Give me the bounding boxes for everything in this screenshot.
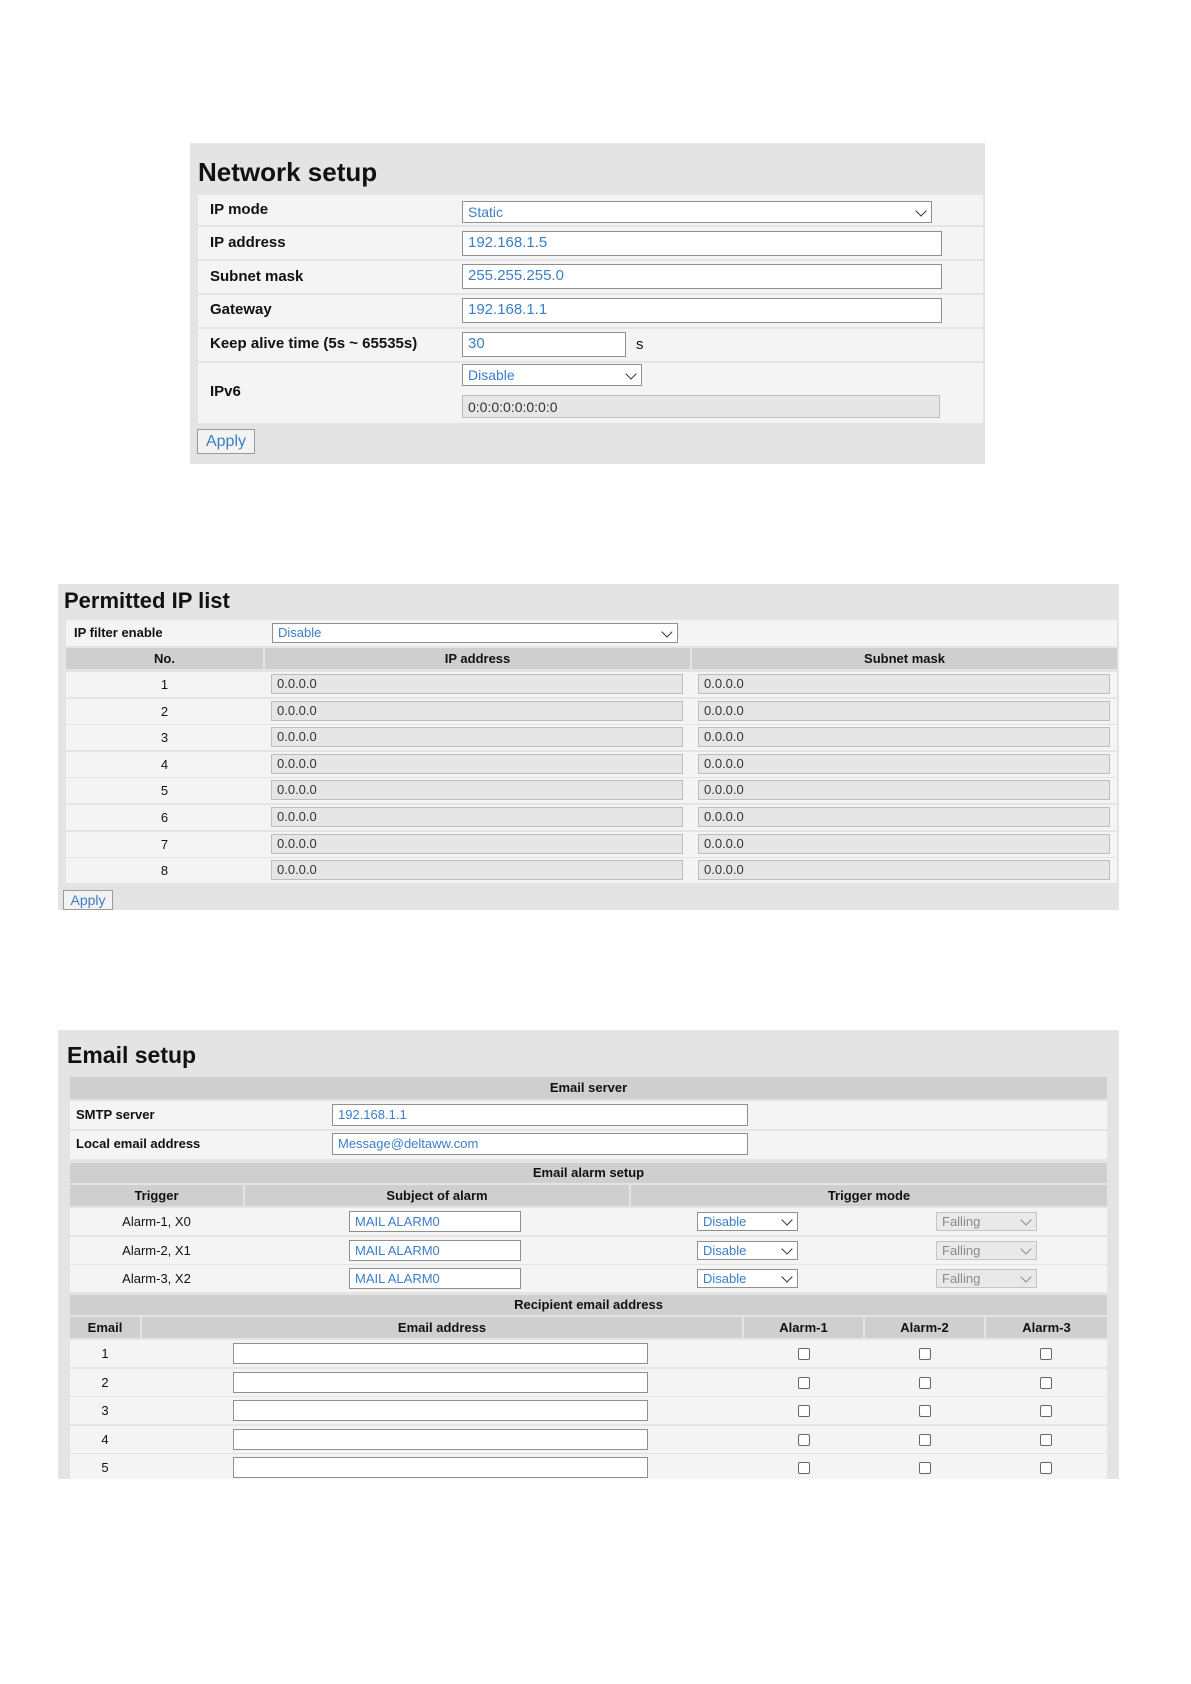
permitted-ip-title: Permitted IP list <box>64 588 230 613</box>
col-header-subject: Subject of alarm <box>245 1185 629 1206</box>
subnet-mask-field: 0.0.0.0 <box>698 807 1110 827</box>
ip-address-input[interactable]: 192.168.1.5 <box>462 231 942 256</box>
chevron-down-icon <box>781 1243 792 1254</box>
row-number: 3 <box>160 730 169 746</box>
recipient-email-input[interactable] <box>233 1372 648 1393</box>
alarm-3-checkbox[interactable] <box>1040 1405 1052 1417</box>
network-apply-button[interactable]: Apply <box>197 429 255 454</box>
subnet-mask-field: 0.0.0.0 <box>698 780 1110 800</box>
ip-address-field: 0.0.0.0 <box>271 807 683 827</box>
alarm-edge-select <box>936 1241 1037 1260</box>
recipient-email-input[interactable] <box>233 1343 648 1364</box>
network-setup-title: Network setup <box>198 157 378 187</box>
alarm-trigger: Alarm-2, X1 <box>122 1242 191 1258</box>
alarm-trigger: Alarm-1, X0 <box>122 1214 191 1229</box>
alarm-2-checkbox[interactable] <box>919 1405 931 1417</box>
chevron-down-icon <box>1020 1243 1031 1254</box>
ip-mode-select[interactable] <box>462 201 932 223</box>
alarm-edge-value: Falling <box>942 1242 981 1258</box>
ip-address-field: 0.0.0.0 <box>271 754 683 774</box>
subnet-mask-field: 0.0.0.0 <box>698 754 1110 774</box>
recipient-number: 3 <box>101 1403 109 1419</box>
alarm-edge-value: Falling <box>942 1271 981 1287</box>
ip-address-field: 0.0.0.0 <box>271 727 683 747</box>
col-header-trigger-mode: Trigger mode <box>631 1185 1107 1206</box>
chevron-down-icon <box>915 205 926 216</box>
chevron-down-icon <box>781 1214 792 1225</box>
alarm-subject-input[interactable]: MAIL ALARM0 <box>349 1240 521 1261</box>
recipient-email-input[interactable] <box>233 1429 648 1450</box>
col-header-alarm1: Alarm-1 <box>744 1317 863 1338</box>
keepalive-unit: s <box>636 336 644 353</box>
ip-mode-value: Static <box>468 204 504 220</box>
row-number: 5 <box>160 783 169 799</box>
alarm-subject-input[interactable]: MAIL ALARM0 <box>349 1211 521 1232</box>
alarm-2-checkbox[interactable] <box>919 1434 931 1446</box>
alarm-3-checkbox[interactable] <box>1040 1434 1052 1446</box>
ip-address-field: 0.0.0.0 <box>271 701 683 721</box>
local-email-input[interactable]: Message@deltaww.com <box>332 1133 748 1155</box>
alarm-2-checkbox[interactable] <box>919 1377 931 1389</box>
permitted-ip-panel <box>58 584 1119 910</box>
smtp-label: SMTP server <box>76 1107 155 1122</box>
ip-filter-value: Disable <box>278 625 322 640</box>
chevron-down-icon <box>1020 1272 1031 1283</box>
ip-address-field: 0.0.0.0 <box>271 860 683 880</box>
row-number: 2 <box>160 703 169 719</box>
col-header-trigger: Trigger <box>70 1185 243 1206</box>
ip-address-field: 0.0.0.0 <box>271 780 683 800</box>
ipv6-address-field: 0:0:0:0:0:0:0:0 <box>462 395 940 418</box>
alarm-1-checkbox[interactable] <box>798 1348 810 1360</box>
alarm-1-checkbox[interactable] <box>798 1377 810 1389</box>
gateway-label: Gateway <box>210 301 272 318</box>
alarm-edge-select <box>936 1212 1037 1231</box>
alarm-3-checkbox[interactable] <box>1040 1462 1052 1474</box>
ip-filter-select[interactable] <box>272 623 678 643</box>
chevron-down-icon <box>661 626 672 637</box>
alarm-edge-select <box>936 1269 1037 1288</box>
alarm-3-checkbox[interactable] <box>1040 1348 1052 1360</box>
email-alarm-header: Email alarm setup <box>70 1163 1107 1183</box>
row-number: 6 <box>160 810 169 825</box>
network-setup-panel <box>190 143 985 464</box>
col-header-ip: IP address <box>265 648 690 669</box>
alarm-2-checkbox[interactable] <box>919 1462 931 1474</box>
keepalive-label: Keep alive time (5s ~ 65535s) <box>210 335 418 352</box>
alarm-mode-select[interactable] <box>697 1241 798 1260</box>
gateway-input[interactable]: 192.168.1.1 <box>462 298 942 323</box>
recipient-email-input[interactable] <box>233 1400 648 1421</box>
subnet-mask-field: 0.0.0.0 <box>698 860 1110 880</box>
subnet-mask-field: 0.0.0.0 <box>698 834 1110 854</box>
col-header-mask: Subnet mask <box>692 648 1117 669</box>
alarm-mode-value: Disable <box>703 1242 747 1258</box>
email-server-header: Email server <box>70 1077 1107 1099</box>
ip-mode-label: IP mode <box>210 201 269 218</box>
col-header-email: Email <box>70 1317 140 1338</box>
ipv6-mode-value: Disable <box>468 367 515 383</box>
email-setup-panel <box>58 1030 1119 1479</box>
subnet-mask-field: 0.0.0.0 <box>698 727 1110 747</box>
alarm-3-checkbox[interactable] <box>1040 1377 1052 1389</box>
recipient-number: 5 <box>101 1460 109 1476</box>
col-header-no: No. <box>66 648 263 669</box>
chevron-down-icon <box>625 368 636 379</box>
ip-address-label: IP address <box>210 234 286 251</box>
smtp-input[interactable]: 192.168.1.1 <box>332 1104 748 1126</box>
ip-address-field: 0.0.0.0 <box>271 834 683 854</box>
col-header-email-address: Email address <box>142 1317 742 1338</box>
alarm-mode-select[interactable] <box>697 1269 798 1288</box>
alarm-edge-value: Falling <box>942 1214 981 1229</box>
ip-address-field: 0.0.0.0 <box>271 674 683 694</box>
row-number: 8 <box>160 863 169 879</box>
subnet-mask-field: 0.0.0.0 <box>698 674 1110 694</box>
alarm-1-checkbox[interactable] <box>798 1462 810 1474</box>
recipient-number: 1 <box>101 1346 109 1361</box>
ipv6-label: IPv6 <box>210 383 241 400</box>
email-setup-title: Email setup <box>67 1042 197 1068</box>
recipient-number: 2 <box>101 1374 109 1390</box>
alarm-1-checkbox[interactable] <box>798 1405 810 1417</box>
keepalive-input[interactable]: 30 <box>462 332 626 357</box>
permitted-apply-button[interactable]: Apply <box>63 890 113 910</box>
subnet-input[interactable]: 255.255.255.0 <box>462 264 942 289</box>
ip-filter-label: IP filter enable <box>74 625 163 640</box>
col-header-alarm2: Alarm-2 <box>865 1317 984 1338</box>
chevron-down-icon <box>1020 1214 1031 1225</box>
row-number: 7 <box>160 836 169 852</box>
chevron-down-icon <box>781 1272 792 1283</box>
alarm-mode-value: Disable <box>703 1271 747 1287</box>
col-header-alarm3: Alarm-3 <box>986 1317 1107 1338</box>
alarm-trigger: Alarm-3, X2 <box>122 1271 191 1287</box>
recipient-number: 4 <box>101 1431 109 1447</box>
subnet-label: Subnet mask <box>210 268 304 285</box>
recipient-header: Recipient email address <box>70 1295 1107 1315</box>
subnet-mask-field: 0.0.0.0 <box>698 701 1110 721</box>
alarm-1-checkbox[interactable] <box>798 1434 810 1446</box>
row-number: 4 <box>160 756 169 772</box>
ipv6-mode-select[interactable] <box>462 364 642 386</box>
alarm-subject-input[interactable]: MAIL ALARM0 <box>349 1268 521 1289</box>
recipient-email-input[interactable] <box>233 1457 648 1478</box>
row-number: 1 <box>160 677 169 692</box>
local-email-label: Local email address <box>76 1136 201 1151</box>
alarm-2-checkbox[interactable] <box>919 1348 931 1360</box>
alarm-mode-value: Disable <box>703 1214 747 1229</box>
alarm-mode-select[interactable] <box>697 1212 798 1231</box>
